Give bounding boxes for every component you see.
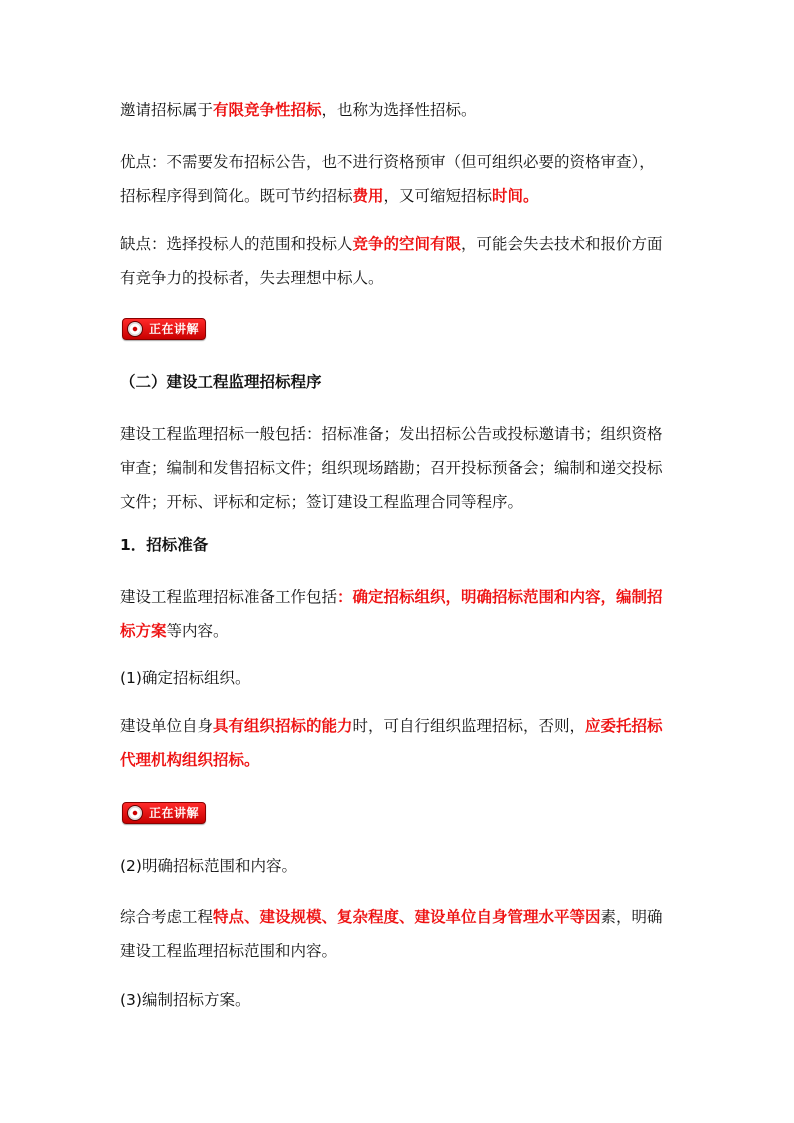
pros-text: 招标程序得到简化。既可节约招标 <box>120 187 353 205</box>
org-text: 建设单位自身 <box>120 717 214 735</box>
scope-line-2: 建设工程监理招标范围和内容。 <box>120 942 338 960</box>
prep-highlight-cont: 标方案 <box>120 622 167 640</box>
scope-text: 综合考虑工程 <box>120 908 214 926</box>
cons-line-2: 有竞争力的投标者，失去理想中标人。 <box>120 269 384 287</box>
cons-paragraph <box>120 227 680 295</box>
org-highlight-agent: 应委托招标 <box>585 717 663 735</box>
pros-text-mid: ，又可缩短招标 <box>383 187 493 205</box>
prep-highlight: ：确定招标组织，明确招标范围和内容，编制招 <box>337 588 663 606</box>
procedure-paragraph <box>120 417 680 519</box>
item-1: (1)确定招标组织。 <box>120 669 251 687</box>
lecture-badge-2[interactable] <box>122 802 206 824</box>
cd-disc-icon <box>127 805 143 821</box>
procedure-line-2: 审查；编制和发售招标文件；组织现场踏勘；召开投标预备会；编制和递交投标 <box>120 459 663 477</box>
pros-highlight-time: 时间。 <box>492 187 539 205</box>
lecture-badge-1[interactable] <box>122 318 206 340</box>
pros-line-2 <box>120 179 680 213</box>
org-text-mid: 时，可自行组织监理招标，否则， <box>352 717 586 735</box>
section-2-heading: （二）建设工程监理招标程序 <box>120 373 322 391</box>
item-2: (2)明确招标范围和内容。 <box>120 857 297 875</box>
scope-line-1 <box>120 900 680 934</box>
invite-text: 邀请招标属于 <box>120 101 214 119</box>
lecture-badge-label: 正在讲解 <box>149 806 200 820</box>
scope-highlight: 特点、建设规模、复杂程度、建设单位自身管理水平等因 <box>213 908 601 926</box>
org-highlight-agent-cont: 代理机构组织招标。 <box>120 751 260 769</box>
invite-paragraph <box>120 93 680 127</box>
org-highlight-ability: 具有组织招标的能力 <box>213 717 353 735</box>
prep-text: 建设工程监理招标准备工作包括 <box>120 588 338 606</box>
lecture-badge-label: 正在讲解 <box>149 322 200 336</box>
pros-highlight-cost: 费用 <box>352 187 384 205</box>
scope-paragraph <box>120 900 680 968</box>
cons-highlight: 竞争的空间有限 <box>352 235 462 253</box>
procedure-line-1: 建设工程监理招标一般包括：招标准备；发出招标公告或投标邀请书；组织资格 <box>120 425 663 443</box>
org-paragraph <box>120 709 680 777</box>
cons-text: 缺点：选择投标人的范围和投标人 <box>120 235 353 253</box>
scope-text-end: 素，明确 <box>600 908 663 926</box>
item-3: (3)编制招标方案。 <box>120 991 251 1009</box>
cd-disc-icon <box>127 321 143 337</box>
pros-line-1: 优点：不需要发布招标公告，也不进行资格预审（但可组织必要的资格审查）， <box>120 153 655 171</box>
cons-text-end: ，可能会失去技术和报价方面 <box>461 235 663 253</box>
prep-text-end: 等内容。 <box>166 622 229 640</box>
invite-highlight: 有限竞争性招标 <box>213 101 322 119</box>
step-1-heading: 1．招标准备 <box>120 536 209 554</box>
org-line-1 <box>120 709 680 743</box>
pros-paragraph <box>120 145 680 213</box>
cons-line-1 <box>120 227 680 261</box>
prep-line-2 <box>120 614 680 648</box>
procedure-line-3: 文件；开标、评标和定标；签订建设工程监理合同等程序。 <box>120 493 524 511</box>
org-line-2 <box>120 743 680 777</box>
prep-paragraph <box>120 580 680 648</box>
prep-line-1 <box>120 580 680 614</box>
invite-text-end: ，也称为选择性招标。 <box>321 101 477 119</box>
